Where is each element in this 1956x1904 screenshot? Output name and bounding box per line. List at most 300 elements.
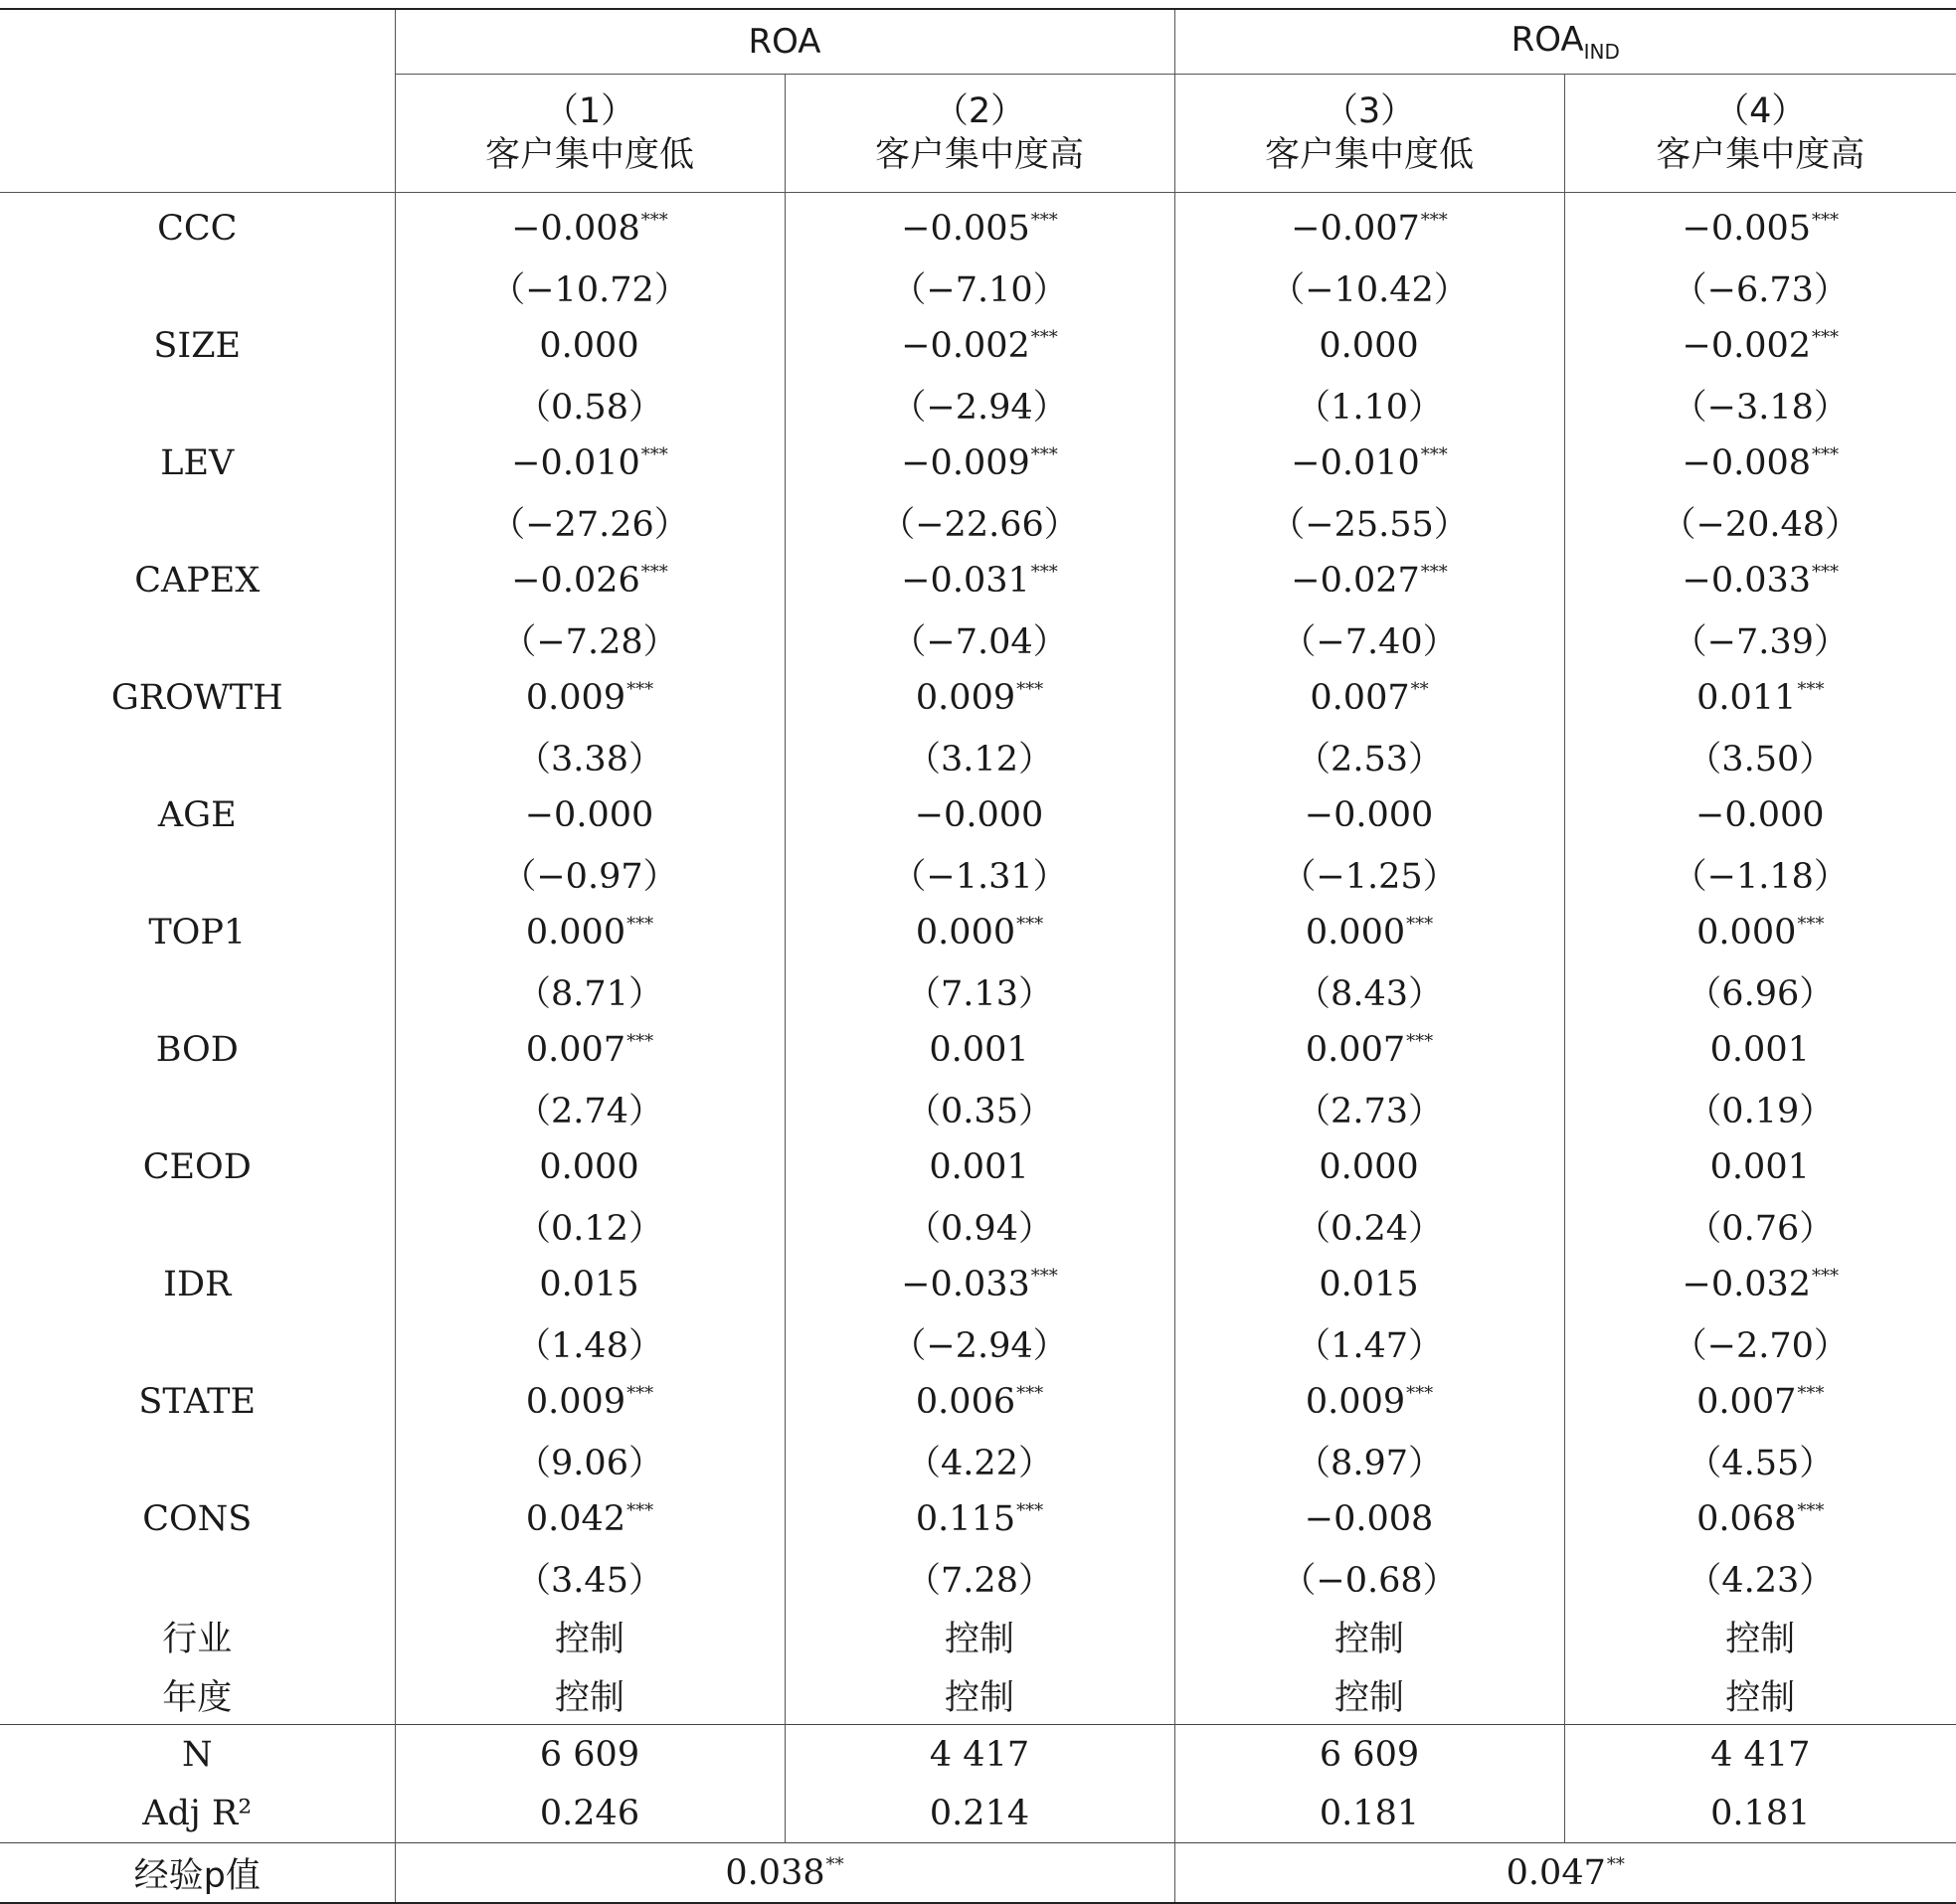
- coef-cell: [395, 668, 785, 727]
- coef-value: 0.015: [1319, 1264, 1419, 1304]
- coef-value: 0.001: [1709, 1029, 1810, 1070]
- t-stat-cell: [395, 1196, 785, 1255]
- significance-stars: ***: [1797, 1499, 1825, 1521]
- empty-label-cell: [0, 492, 395, 551]
- coef-cell: [785, 1489, 1174, 1548]
- t-stat-value: （9.06）: [516, 1443, 663, 1483]
- coef-value: 0.009: [1305, 1381, 1406, 1422]
- variable-name-cell: [0, 903, 395, 961]
- t-stat-cell: [1564, 727, 1956, 785]
- empty-label-cell: [0, 258, 395, 316]
- coef-row: [0, 551, 1956, 609]
- t-stat-cell: [1564, 1431, 1956, 1489]
- significance-stars: ***: [626, 678, 654, 700]
- coef-cell: [785, 668, 1174, 727]
- t-stat-value: （1.10）: [1296, 387, 1443, 428]
- control-value-cell: [1174, 1607, 1564, 1665]
- t-stat-value: （−7.39）: [1672, 621, 1849, 662]
- significance-stars: ***: [1016, 913, 1044, 935]
- coef-cell: [395, 1137, 785, 1196]
- stat-value: 4 417: [929, 1734, 1030, 1775]
- coef-cell: [1174, 1489, 1564, 1548]
- coef-cell: [395, 193, 785, 259]
- coef-value: −0.032: [1682, 1264, 1812, 1304]
- variable-name-cell: [0, 668, 395, 727]
- t-stat-row: [0, 1079, 1956, 1137]
- coef-row: [0, 1020, 1956, 1079]
- coef-value: 0.042: [525, 1498, 626, 1539]
- significance-stars: ***: [1030, 326, 1058, 348]
- t-stat-cell: [1564, 961, 1956, 1020]
- coef-cell: [1564, 433, 1956, 492]
- significance-stars: ***: [1030, 209, 1058, 231]
- coef-value: −0.007: [1291, 208, 1420, 249]
- stat-label: Adj R²: [142, 1793, 253, 1833]
- control-value: 控制: [945, 1619, 1015, 1659]
- t-stat-cell: [1174, 961, 1564, 1020]
- empirical-p-value: 0.038: [725, 1852, 825, 1893]
- t-stat-value: （0.76）: [1687, 1208, 1835, 1249]
- empirical-p-value-cell: [1174, 1843, 1956, 1904]
- coef-value: −0.002: [901, 325, 1030, 366]
- variable-name: CAPEX: [134, 560, 261, 601]
- coef-row: [0, 903, 1956, 961]
- significance-stars: **: [1606, 1853, 1625, 1875]
- coef-value: 0.068: [1696, 1498, 1797, 1539]
- coef-cell: [1174, 903, 1564, 961]
- significance-stars: ***: [1030, 561, 1058, 583]
- t-stat-row: [0, 492, 1956, 551]
- t-stat-cell: [785, 1313, 1174, 1372]
- coef-cell: [785, 193, 1174, 259]
- variable-name-cell: [0, 433, 395, 492]
- t-stat-value: （−3.18）: [1672, 387, 1849, 428]
- coef-value: 0.000: [525, 912, 626, 952]
- coef-value: −0.031: [901, 560, 1030, 601]
- coef-value: −0.000: [914, 794, 1044, 835]
- variable-name-cell: [0, 1372, 395, 1431]
- empirical-p-row: [0, 1843, 1956, 1904]
- variable-name: CEOD: [142, 1146, 252, 1187]
- t-stat-value: （4.23）: [1687, 1560, 1835, 1601]
- coef-cell: [395, 1372, 785, 1431]
- t-stat-value: （4.22）: [906, 1443, 1053, 1483]
- t-stat-value: （−10.72）: [490, 269, 689, 310]
- coef-value: 0.009: [525, 1381, 626, 1422]
- t-stat-cell: [1174, 1196, 1564, 1255]
- control-value-cell: [785, 1665, 1174, 1725]
- column-number: （1）: [543, 91, 636, 131]
- empirical-p-value: 0.047: [1506, 1852, 1606, 1893]
- variable-name: SIZE: [153, 325, 242, 366]
- t-stat-value: （−20.48）: [1661, 504, 1861, 545]
- coef-row: [0, 433, 1956, 492]
- coef-value: 0.007: [525, 1029, 626, 1070]
- empty-label-cell: [0, 961, 395, 1020]
- coef-cell: [1564, 668, 1956, 727]
- t-stat-cell: [1564, 258, 1956, 316]
- coef-value: 0.007: [1310, 677, 1410, 718]
- t-stat-value: （−22.66）: [880, 504, 1079, 545]
- empty-label-cell: [0, 1431, 395, 1489]
- coef-value: −0.010: [1291, 442, 1420, 483]
- t-stat-row: [0, 609, 1956, 668]
- t-stat-cell: [1564, 375, 1956, 433]
- t-stat-cell: [1564, 1079, 1956, 1137]
- empirical-p-label-cell: [0, 1843, 395, 1904]
- coef-value: −0.027: [1291, 560, 1420, 601]
- coef-cell: [1564, 903, 1956, 961]
- t-stat-value: （−7.40）: [1281, 621, 1458, 662]
- control-label-cell: [0, 1607, 395, 1665]
- control-value: 控制: [1334, 1677, 1405, 1718]
- variable-name: CCC: [157, 208, 238, 249]
- t-stat-value: （−1.18）: [1672, 856, 1849, 897]
- control-row: [0, 1607, 1956, 1665]
- stat-value-cell: [395, 1725, 785, 1785]
- stat-label-cell: [0, 1784, 395, 1843]
- coef-row: [0, 1137, 1956, 1196]
- t-stat-row: [0, 844, 1956, 903]
- control-value: 控制: [1725, 1677, 1796, 1718]
- control-label-cell: [0, 1665, 395, 1725]
- variable-name: AGE: [157, 794, 237, 835]
- coef-value: −0.010: [511, 442, 640, 483]
- coef-value: −0.002: [1682, 325, 1812, 366]
- empty-label-cell: [0, 609, 395, 668]
- coef-row: [0, 1255, 1956, 1313]
- table-body: [0, 193, 1956, 1904]
- coef-cell: [1564, 1372, 1956, 1431]
- regression-table: [0, 8, 1956, 1904]
- significance-stars: ***: [1016, 1499, 1044, 1521]
- t-stat-cell: [1174, 1313, 1564, 1372]
- stat-value: 4 417: [1710, 1734, 1811, 1775]
- coef-cell: [785, 1020, 1174, 1079]
- t-stat-cell: [1174, 492, 1564, 551]
- significance-stars: ***: [1030, 1265, 1058, 1287]
- coef-value: 0.009: [525, 677, 626, 718]
- control-value: 控制: [554, 1619, 624, 1659]
- coef-cell: [1174, 316, 1564, 375]
- t-stat-value: （2.73）: [1296, 1091, 1443, 1131]
- t-stat-value: （−0.97）: [501, 856, 678, 897]
- coef-value: 0.000: [915, 912, 1016, 952]
- t-stat-row: [0, 961, 1956, 1020]
- column-header-4: [1564, 75, 1956, 193]
- coef-cell: [1564, 551, 1956, 609]
- coef-cell: [785, 551, 1174, 609]
- significance-stars: ***: [640, 443, 668, 465]
- t-stat-value: （8.71）: [516, 973, 663, 1014]
- column-number: （3）: [1323, 91, 1416, 131]
- coef-cell: [785, 1255, 1174, 1313]
- significance-stars: ***: [1016, 1382, 1044, 1404]
- t-stat-value: （−10.42）: [1270, 269, 1469, 310]
- column-name: 客户集中度高: [1656, 135, 1866, 175]
- empirical-p-label: 经验p值: [133, 1855, 261, 1896]
- t-stat-cell: [785, 609, 1174, 668]
- significance-stars: **: [825, 1853, 844, 1875]
- stat-label-cell: [0, 1725, 395, 1785]
- coef-value: 0.001: [1709, 1146, 1810, 1187]
- coef-cell: [1564, 785, 1956, 844]
- stat-value-cell: [785, 1784, 1174, 1843]
- t-stat-value: （7.13）: [906, 973, 1053, 1014]
- t-stat-cell: [395, 1431, 785, 1489]
- t-stat-row: [0, 375, 1956, 433]
- t-stat-value: （−27.26）: [490, 504, 689, 545]
- column-name: 客户集中度低: [484, 135, 694, 175]
- t-stat-row: [0, 1313, 1956, 1372]
- control-value: 控制: [945, 1677, 1015, 1718]
- t-stat-value: （−0.68）: [1281, 1560, 1458, 1601]
- significance-stars: ***: [1016, 678, 1044, 700]
- empty-label-cell: [0, 1079, 395, 1137]
- coef-value: 0.001: [929, 1029, 1029, 1070]
- header-group-row: [0, 9, 1956, 75]
- t-stat-value: （0.58）: [516, 387, 663, 428]
- t-stat-cell: [785, 258, 1174, 316]
- stat-value-cell: [785, 1725, 1174, 1785]
- header-corner-cell: [0, 9, 395, 193]
- stat-value-cell: [1174, 1784, 1564, 1843]
- coef-cell: [1564, 1137, 1956, 1196]
- t-stat-value: （8.43）: [1296, 973, 1443, 1014]
- t-stat-cell: [1564, 1196, 1956, 1255]
- coef-value: −0.009: [901, 442, 1030, 483]
- variable-name-cell: [0, 1020, 395, 1079]
- t-stat-cell: [1564, 492, 1956, 551]
- t-stat-cell: [1174, 844, 1564, 903]
- t-stat-value: （0.19）: [1687, 1091, 1835, 1131]
- coef-value: −0.005: [901, 208, 1030, 249]
- empty-label-cell: [0, 1548, 395, 1607]
- t-stat-cell: [395, 258, 785, 316]
- t-stat-row: [0, 1548, 1956, 1607]
- coef-value: 0.000: [1319, 325, 1419, 366]
- coef-value: −0.005: [1682, 208, 1812, 249]
- significance-stars: ***: [1797, 1382, 1825, 1404]
- t-stat-cell: [1174, 1079, 1564, 1137]
- significance-stars: ***: [1406, 913, 1434, 935]
- significance-stars: ***: [1406, 1382, 1434, 1404]
- coef-cell: [785, 316, 1174, 375]
- variable-name-cell: [0, 1137, 395, 1196]
- coef-value: 0.007: [1696, 1381, 1797, 1422]
- stat-value-cell: [1564, 1784, 1956, 1843]
- t-stat-value: （−1.31）: [891, 856, 1068, 897]
- significance-stars: ***: [626, 1382, 654, 1404]
- coef-value: 0.115: [915, 1498, 1016, 1539]
- t-stat-value: （−6.73）: [1672, 269, 1849, 310]
- coef-cell: [1174, 1137, 1564, 1196]
- coef-value: −0.026: [511, 560, 640, 601]
- coef-cell: [1564, 193, 1956, 259]
- t-stat-value: （7.28）: [906, 1560, 1053, 1601]
- stat-row: [0, 1725, 1956, 1785]
- significance-stars: ***: [1812, 326, 1840, 348]
- coef-cell: [395, 551, 785, 609]
- t-stat-value: （−7.10）: [891, 269, 1068, 310]
- coef-cell: [1564, 316, 1956, 375]
- coef-value: −0.033: [1682, 560, 1812, 601]
- control-value-cell: [395, 1607, 785, 1665]
- coef-cell: [395, 903, 785, 961]
- control-value-cell: [1564, 1665, 1956, 1725]
- t-stat-cell: [1174, 258, 1564, 316]
- stat-value: 0.181: [1319, 1793, 1420, 1833]
- column-number: （4）: [1714, 91, 1807, 131]
- significance-stars: ***: [1797, 678, 1825, 700]
- t-stat-cell: [1174, 609, 1564, 668]
- coef-value: −0.000: [524, 794, 654, 835]
- variable-name: BOD: [155, 1029, 239, 1070]
- significance-stars: ***: [1812, 209, 1840, 231]
- coef-cell: [785, 903, 1174, 961]
- t-stat-cell: [785, 1431, 1174, 1489]
- group-label: $ROA_{IND}$: [1511, 20, 1620, 64]
- t-stat-cell: [785, 492, 1174, 551]
- coef-value: −0.008: [511, 208, 640, 249]
- t-stat-value: （3.45）: [516, 1560, 663, 1601]
- coef-value: 0.007: [1305, 1029, 1406, 1070]
- column-number: （2）: [933, 91, 1026, 131]
- coef-value: 0.000: [1319, 1146, 1419, 1187]
- t-stat-value: （−7.04）: [891, 621, 1068, 662]
- coef-row: [0, 785, 1956, 844]
- t-stat-value: （4.55）: [1687, 1443, 1835, 1483]
- significance-stars: ***: [640, 561, 668, 583]
- stat-row: [0, 1784, 1956, 1843]
- t-stat-cell: [1564, 1548, 1956, 1607]
- t-stat-cell: [395, 1079, 785, 1137]
- empty-label-cell: [0, 1196, 395, 1255]
- significance-stars: ***: [626, 1499, 654, 1521]
- control-row: [0, 1665, 1956, 1725]
- table-header: [0, 9, 1956, 193]
- coef-value: −0.008: [1304, 1498, 1434, 1539]
- control-value-cell: [1564, 1607, 1956, 1665]
- variable-name-cell: [0, 1489, 395, 1548]
- empty-label-cell: [0, 1313, 395, 1372]
- significance-stars: ***: [1797, 913, 1825, 935]
- t-stat-cell: [1174, 1548, 1564, 1607]
- coef-value: 0.006: [915, 1381, 1016, 1422]
- t-stat-cell: [1174, 375, 1564, 433]
- t-stat-value: （3.38）: [516, 739, 663, 779]
- t-stat-cell: [395, 609, 785, 668]
- control-value-cell: [1174, 1665, 1564, 1725]
- variable-name-cell: [0, 551, 395, 609]
- t-stat-cell: [395, 844, 785, 903]
- t-stat-row: [0, 258, 1956, 316]
- t-stat-value: （3.50）: [1687, 739, 1835, 779]
- variable-name: IDR: [163, 1264, 232, 1304]
- t-stat-value: （−2.94）: [891, 1325, 1068, 1366]
- t-stat-row: [0, 1196, 1956, 1255]
- t-stat-value: （−7.28）: [501, 621, 678, 662]
- variable-name-cell: [0, 1255, 395, 1313]
- column-header-1: [395, 75, 785, 193]
- significance-stars: ***: [640, 209, 668, 231]
- stat-label: N: [181, 1734, 213, 1775]
- stat-value: 6 609: [1319, 1734, 1420, 1775]
- coef-value: 0.001: [929, 1146, 1029, 1187]
- t-stat-cell: [395, 492, 785, 551]
- significance-stars: ***: [1030, 443, 1058, 465]
- coef-cell: [1564, 1020, 1956, 1079]
- empty-label-cell: [0, 727, 395, 785]
- t-stat-value: （−25.55）: [1270, 504, 1469, 545]
- significance-stars: ***: [1812, 443, 1840, 465]
- coef-cell: [1174, 551, 1564, 609]
- t-stat-cell: [785, 727, 1174, 785]
- empty-label-cell: [0, 375, 395, 433]
- t-stat-cell: [395, 961, 785, 1020]
- variable-name-cell: [0, 193, 395, 259]
- coef-cell: [395, 433, 785, 492]
- t-stat-cell: [1564, 609, 1956, 668]
- coef-cell: [1174, 1255, 1564, 1313]
- coef-value: −0.033: [901, 1264, 1030, 1304]
- stat-value: 0.181: [1710, 1793, 1811, 1833]
- significance-stars: ***: [1812, 561, 1840, 583]
- t-stat-cell: [1174, 727, 1564, 785]
- empty-label-cell: [0, 844, 395, 903]
- coef-row: [0, 193, 1956, 259]
- coef-value: 0.000: [539, 325, 639, 366]
- t-stat-value: （2.74）: [516, 1091, 663, 1131]
- stat-value: 0.214: [929, 1793, 1030, 1833]
- significance-stars: ***: [1420, 443, 1448, 465]
- coef-value: 0.015: [539, 1264, 639, 1304]
- control-value-cell: [395, 1665, 785, 1725]
- control-value: 控制: [554, 1677, 624, 1718]
- significance-stars: ***: [1406, 1030, 1434, 1052]
- control-label: 行业: [162, 1619, 233, 1659]
- stat-value-cell: [1564, 1725, 1956, 1785]
- coef-cell: [1174, 668, 1564, 727]
- t-stat-value: （1.48）: [516, 1325, 663, 1366]
- coef-row: [0, 316, 1956, 375]
- group-label-subscript: IND: [1583, 40, 1620, 64]
- variable-name: CONS: [142, 1498, 253, 1539]
- column-header-3: [1174, 75, 1564, 193]
- t-stat-row: [0, 1431, 1956, 1489]
- header-group-roa-ind: [1174, 9, 1956, 75]
- coef-value: −0.008: [1682, 442, 1812, 483]
- coef-cell: [785, 785, 1174, 844]
- t-stat-value: （0.94）: [906, 1208, 1053, 1249]
- variable-name: STATE: [138, 1381, 257, 1422]
- coef-cell: [1564, 1489, 1956, 1548]
- t-stat-cell: [785, 1079, 1174, 1137]
- coef-cell: [395, 316, 785, 375]
- stat-value-cell: [395, 1784, 785, 1843]
- control-value: 控制: [1725, 1619, 1796, 1659]
- t-stat-value: （−2.94）: [891, 387, 1068, 428]
- significance-stars: ***: [626, 1030, 654, 1052]
- t-stat-row: [0, 727, 1956, 785]
- coef-cell: [1564, 1255, 1956, 1313]
- empirical-p-value-cell: [395, 1843, 1174, 1904]
- variable-name: GROWTH: [110, 677, 283, 718]
- t-stat-cell: [395, 1548, 785, 1607]
- t-stat-value: （−1.25）: [1281, 856, 1458, 897]
- t-stat-cell: [785, 961, 1174, 1020]
- significance-stars: ***: [1812, 1265, 1840, 1287]
